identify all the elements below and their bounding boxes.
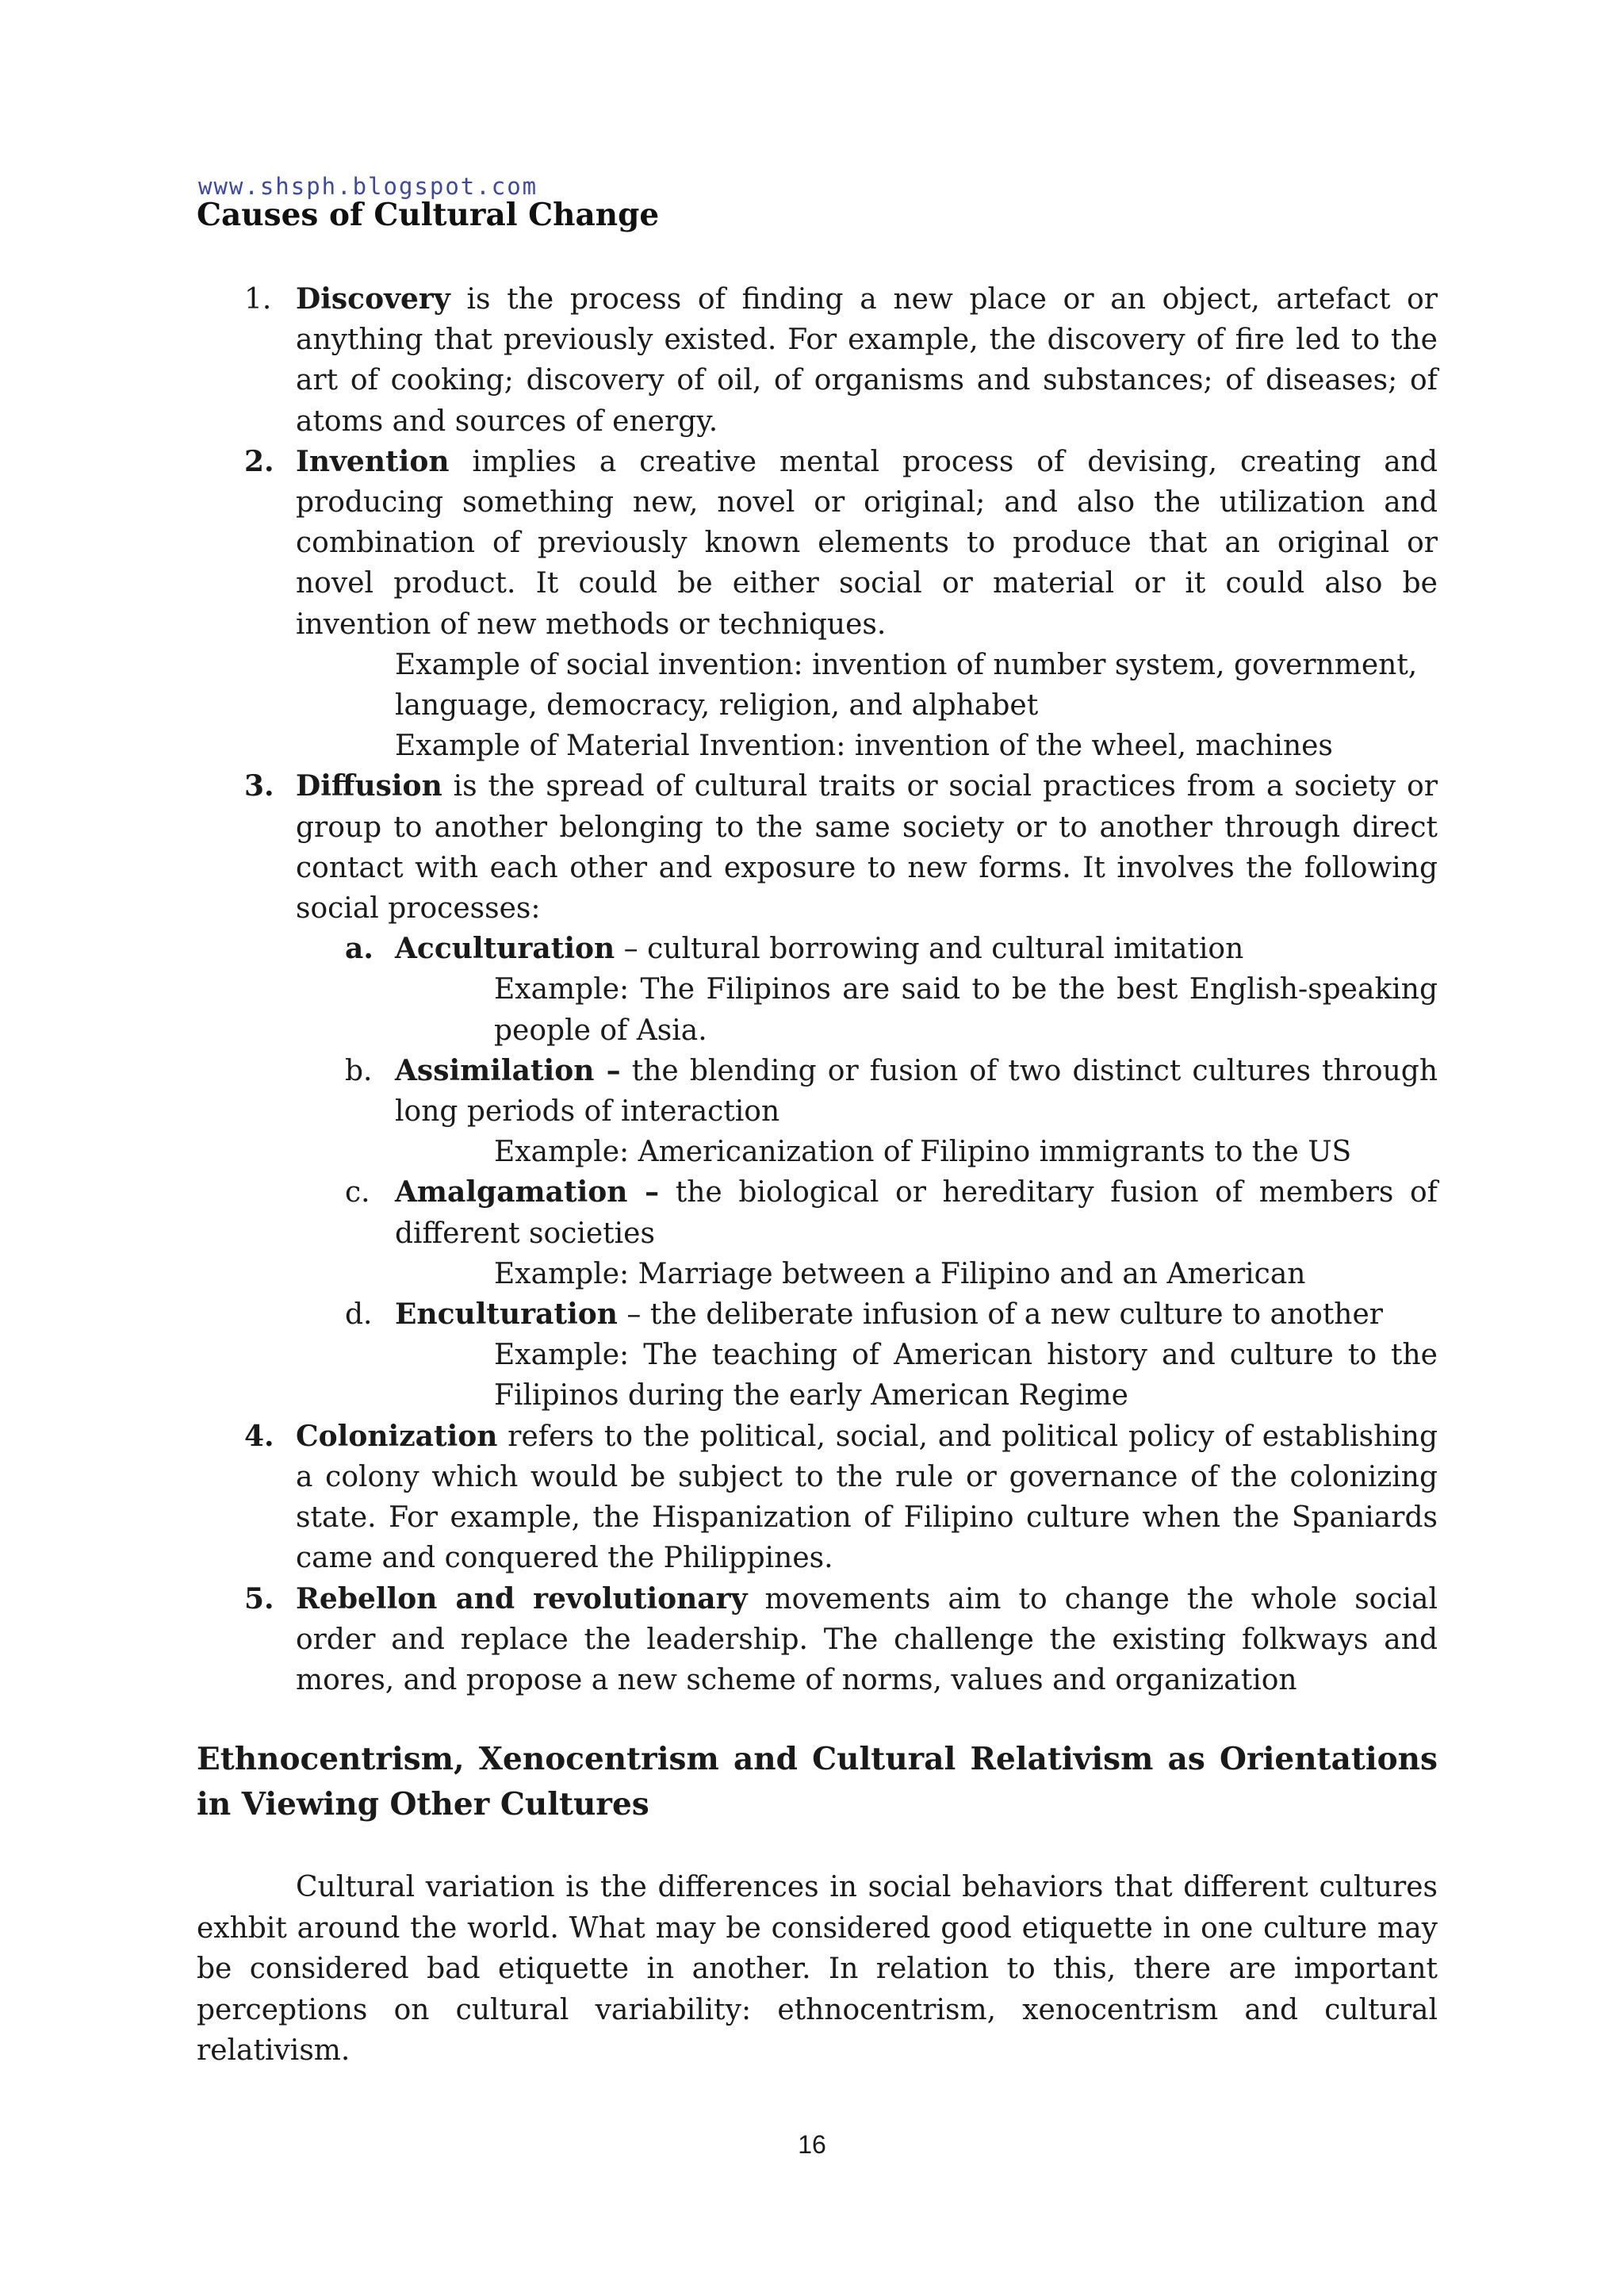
example-material-invention: Example of Material Invention: invention of the wheel, machines — [395, 730, 1333, 763]
sub-item-acculturation — [197, 929, 1438, 1051]
definition-diffusion: is the spread of cultural traits or social practices from a society or group to another belonging to the same society or to another through direct contact with each other and exposure to new forms. It involves the following social processes: — [296, 770, 1438, 926]
list-item-rebellion — [197, 1579, 1438, 1701]
sub-item-enculturation — [197, 1294, 1438, 1416]
definition-rebellion: movements aim to change the whole social order and replace the leadership. The challenge the existing folkways and mores, and propose a new scheme of norms, values and organization — [296, 1582, 1438, 1696]
list-item-invention — [197, 442, 1438, 767]
definition-discovery: is the process of finding a new place or an object, artefact or anything that previously existed. For example, the discovery of fire led to the art of cooking; discovery of oil, of organisms and substances; of diseases; of atoms and sources of energy. — [296, 283, 1438, 438]
definition-enculturation: – the deliberate infusion of a new culture to another — [617, 1298, 1384, 1332]
example-acculturation: Example: The Filipinos are said to be the best English-speaking people of Asia. — [494, 973, 1438, 1047]
definition-colonization: refers to the political, social, and political policy of establishing a colony which would be subject to the rule or governance of the colonizing state. For example, the Hispanization of Filipino culture when the Spaniards came and conquered the Philippines. — [296, 1420, 1438, 1575]
causes-list — [197, 279, 1438, 1700]
heading-ethnocentrism-xenocentrism: Ethnocentrism, Xenocentrism and Cultural Relativism as Orientations in Viewing Other Cultures — [197, 1741, 1438, 1823]
term-colonization: Colonization — [296, 1419, 498, 1453]
sub-letter: c. — [345, 1176, 370, 1209]
term-discovery: Discovery — [296, 282, 450, 316]
example-assimilation: Example: Americanization of Filipino immigrants to the US — [494, 1136, 1352, 1169]
sub-item-amalgamation — [197, 1172, 1438, 1294]
sub-letter: b. — [345, 1054, 373, 1087]
watermark-url: www.shsph.blogspot.com — [198, 173, 538, 200]
definition-assimilation: the blending or fusion of two distinct cultures through long periods of interaction — [395, 1054, 1438, 1129]
heading-causes-of-cultural-change: Causes of Cultural Change — [197, 197, 660, 233]
list-item-colonization — [197, 1416, 1438, 1579]
cultural-variation-paragraph: Cultural variation is the differences in social behaviors that different cultures exhbit around the world. What may be considered good etiquette in one culture may be considered bad etiquette in another. In relation to this, there are important perceptions on cultural variability: ethnocentrism, xenocentrism and cultural relativism. — [197, 1871, 1438, 2067]
list-number: 4. — [244, 1419, 274, 1453]
definition-acculturation: – cultural borrowing and cultural imitation — [615, 933, 1244, 966]
example-social-invention: Example of social invention: invention of number system, government, language, democracy, religion, and alphabet — [395, 648, 1418, 723]
list-number: 1. — [244, 283, 272, 316]
definition-amalgamation: the biological or hereditary fusion of members of different societies — [395, 1176, 1438, 1250]
term-diffusion: Diffusion — [296, 769, 442, 803]
definition-invention: implies a creative mental process of devising, creating and producing something new, novel or original; and also the utilization and combination of previously known elements to produce that an original or novel product. It could be either social or material or it could also be invention of new methods or techniques. — [296, 445, 1438, 641]
term-acculturation: Acculturation — [395, 932, 615, 966]
example-enculturation: Example: The teaching of American history and culture to the Filipinos during the early American Regime — [494, 1339, 1438, 1412]
term-amalgamation: Amalgamation – — [395, 1175, 660, 1209]
term-assimilation: Assimilation – — [395, 1053, 621, 1087]
list-number: 3. — [244, 769, 274, 803]
term-enculturation: Enculturation — [395, 1297, 618, 1332]
term-rebellion: Rebellon and revolutionary — [296, 1581, 748, 1616]
page-number: 16 — [798, 2130, 826, 2159]
list-item-discovery — [197, 279, 1438, 442]
list-item-diffusion — [197, 766, 1438, 929]
list-number: 2. — [244, 444, 274, 478]
example-amalgamation: Example: Marriage between a Filipino and an American — [494, 1257, 1306, 1290]
term-invention: Invention — [296, 444, 450, 478]
sub-item-assimilation — [197, 1051, 1438, 1173]
sub-letter: d. — [345, 1298, 373, 1332]
list-number: 5. — [244, 1581, 274, 1616]
sub-letter: a. — [345, 932, 373, 966]
